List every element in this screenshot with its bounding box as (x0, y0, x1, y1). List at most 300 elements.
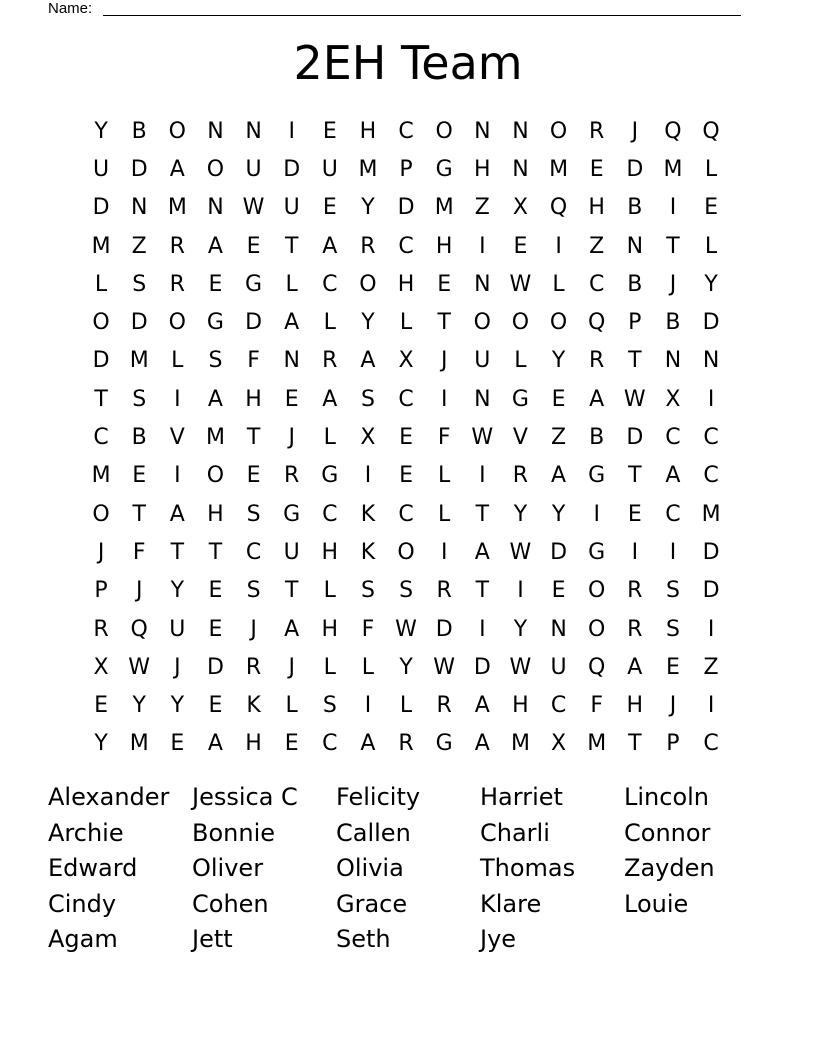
grid-letter: E (94, 693, 109, 719)
grid-letter: L (438, 501, 451, 527)
grid-letter: E (665, 654, 680, 680)
grid-letter: N (474, 271, 491, 297)
grid-letter: T (284, 233, 299, 259)
grid-letter: U (93, 156, 110, 182)
word-list-item: Thomas (480, 854, 576, 883)
grid-letter: I (440, 539, 448, 565)
grid-letter: D (702, 310, 720, 336)
grid-letter: N (512, 156, 529, 182)
grid-letter: A (474, 731, 490, 757)
grid-letter: B (627, 195, 643, 221)
grid-letter: R (169, 233, 185, 259)
grid-letter: I (669, 195, 677, 221)
grid-letter: R (589, 118, 605, 144)
word-list-item: Cohen (192, 889, 269, 918)
grid-letter: Y (361, 195, 375, 221)
grid-row (82, 495, 730, 533)
grid-letter: Z (474, 195, 490, 221)
grid-letter: C (322, 501, 338, 527)
grid-letter: P (94, 578, 108, 604)
grid-letter: M (434, 195, 454, 221)
grid-letter: C (322, 731, 338, 757)
grid-letter: S (132, 386, 147, 412)
grid-letter: Y (704, 271, 718, 297)
word-list-item: Klare (480, 889, 542, 918)
grid-letter: Y (361, 310, 375, 336)
grid-letter: I (440, 386, 448, 412)
grid-letter: M (129, 731, 149, 757)
grid-letter: A (322, 386, 338, 412)
grid-letter: R (512, 463, 529, 489)
word-list-item: Cindy (48, 889, 117, 918)
grid-letter: I (364, 693, 372, 719)
grid-letter: J (135, 578, 143, 604)
grid-letter: E (399, 463, 414, 489)
grid-letter: R (322, 348, 338, 374)
grid-letter: Y (399, 654, 413, 680)
grid-letter: G (435, 156, 453, 182)
grid-letter: N (474, 118, 491, 144)
grid-letter: C (398, 233, 414, 259)
grid-letter: M (129, 348, 149, 374)
grid-letter: B (131, 425, 147, 451)
grid-letter: S (246, 578, 261, 604)
grid-letter: S (399, 578, 414, 604)
grid-letter: L (171, 348, 184, 374)
grid-letter: U (245, 156, 262, 182)
grid-letter: H (626, 693, 644, 719)
grid-letter: Q (549, 195, 568, 221)
grid-letter: E (284, 731, 299, 757)
grid-letter: T (475, 501, 490, 527)
grid-letter: C (93, 425, 109, 451)
grid-letter: O (549, 118, 568, 144)
grid-letter: H (207, 501, 224, 527)
grid-letter: L (438, 463, 451, 489)
grid-letter: R (627, 616, 643, 642)
grid-letter: T (666, 233, 680, 259)
word-list-item: Seth (336, 925, 391, 954)
grid-row (82, 648, 730, 686)
grid-letter: K (360, 539, 376, 565)
grid-letter: V (169, 425, 185, 451)
grid-letter: H (245, 386, 262, 412)
grid-letter: M (510, 731, 530, 757)
word-list-item: Olivia (336, 854, 404, 883)
grid-letter: W (128, 654, 151, 680)
grid-letter: A (360, 348, 376, 374)
grid-letter: F (590, 693, 604, 719)
word-list-item: Archie (48, 818, 124, 847)
grid-letter: H (321, 616, 339, 642)
grid-letter: T (208, 539, 223, 565)
grid-letter: D (702, 539, 720, 565)
grid-letter: G (321, 463, 339, 489)
grid-letter: P (666, 731, 680, 757)
word-list-item: Harriet (480, 783, 563, 811)
grid-letter: A (207, 386, 223, 412)
grid-letter: S (208, 348, 223, 374)
grid-letter: G (511, 386, 529, 412)
grid-letter: O (588, 616, 606, 642)
grid-row (82, 686, 730, 724)
grid-letter: U (283, 195, 300, 221)
grid-letter: I (707, 693, 715, 719)
grid-letter: M (167, 195, 187, 221)
grid-letter: N (207, 118, 224, 144)
grid-letter: Q (588, 310, 606, 336)
grid-letter: A (169, 501, 185, 527)
grid-letter: T (628, 731, 642, 757)
grid-letter: D (92, 195, 110, 221)
word-list-item: Edward (48, 854, 138, 883)
grid-row (82, 533, 730, 571)
grid-letter: X (93, 654, 109, 680)
grid-letter: N (474, 386, 491, 412)
grid-letter: M (91, 233, 111, 259)
grid-letter: I (174, 463, 181, 489)
grid-letter: G (588, 463, 606, 489)
grid-letter: T (284, 578, 299, 604)
grid-letter: N (626, 233, 644, 259)
grid-letter: H (474, 156, 491, 182)
grid-letter: G (435, 731, 453, 757)
grid-letter: E (322, 195, 337, 221)
grid-letter: O (588, 578, 606, 604)
grid-letter: C (550, 693, 567, 719)
grid-letter: Y (551, 348, 566, 374)
grid-letter: W (623, 386, 646, 412)
grid-letter: M (587, 731, 607, 757)
word-list-item: Agam (48, 925, 118, 954)
grid-letter: S (665, 616, 680, 642)
grid-letter: I (707, 616, 715, 642)
grid-letter: U (550, 654, 567, 680)
grid-letter: E (208, 271, 223, 297)
grid-letter: E (208, 693, 223, 719)
grid-letter: X (398, 348, 414, 374)
grid-row (82, 227, 730, 265)
grid-letter: C (703, 425, 719, 451)
grid-letter: E (208, 578, 223, 604)
grid-letter: R (93, 616, 109, 642)
grid-letter: J (97, 539, 105, 565)
grid-letter: E (437, 271, 452, 297)
name-line (103, 15, 741, 16)
grid-letter: E (551, 578, 566, 604)
grid-letter: E (627, 501, 642, 527)
grid-letter: E (704, 195, 719, 221)
grid-letter: T (94, 386, 108, 412)
grid-letter: Z (131, 233, 147, 259)
grid-letter: T (170, 539, 185, 565)
grid-letter: T (437, 310, 451, 336)
grid-letter: S (246, 501, 261, 527)
grid-letter: C (322, 271, 338, 297)
grid-letter: I (288, 118, 295, 144)
grid-letter: R (436, 693, 452, 719)
grid-letter: L (514, 348, 527, 374)
grid-letter: W (433, 654, 456, 680)
grid-letter: A (360, 731, 376, 757)
grid-letter: L (323, 578, 336, 604)
grid-letter: Z (589, 233, 605, 259)
grid-row (82, 189, 730, 227)
grid-letter: U (169, 616, 186, 642)
grid-letter: N (512, 118, 529, 144)
grid-letter: M (358, 156, 378, 182)
grid-letter: A (284, 310, 300, 336)
grid-letter: I (517, 578, 524, 604)
grid-letter: C (398, 386, 414, 412)
grid-letter: P (628, 310, 642, 336)
grid-letter: G (283, 501, 301, 527)
grid-letter: U (321, 156, 338, 182)
grid-letter: T (246, 425, 261, 451)
grid-letter: I (479, 616, 486, 642)
word-list-item: Grace (336, 889, 408, 918)
grid-letter: Y (513, 616, 528, 642)
grid-letter: X (360, 425, 376, 451)
grid-letter: F (361, 616, 375, 642)
word-list-item: Callen (336, 818, 411, 847)
grid-letter: D (473, 654, 491, 680)
grid-letter: J (174, 654, 181, 680)
word-list-item: Lincoln (624, 783, 710, 811)
grid-letter: Y (132, 693, 146, 719)
grid-letter: D (206, 654, 224, 680)
grid-letter: S (360, 578, 375, 604)
grid-letter: A (474, 693, 490, 719)
grid-letter: T (475, 578, 490, 604)
grid-letter: D (702, 578, 720, 604)
grid-letter: A (627, 654, 643, 680)
grid-letter: E (246, 463, 261, 489)
grid-letter: O (549, 310, 568, 336)
grid-letter: J (288, 654, 295, 680)
grid-letter: E (513, 233, 528, 259)
grid-letter: I (174, 386, 181, 412)
grid-letter: V (512, 425, 528, 451)
grid-letter: O (92, 501, 110, 527)
grid-row (82, 725, 730, 763)
grid-letter: B (131, 118, 147, 144)
word-list-item: Felicity (336, 783, 421, 811)
grid-letter: Z (551, 425, 567, 451)
grid-letter: K (360, 501, 376, 527)
word-list-item: Zayden (624, 854, 715, 883)
grid-letter: G (588, 539, 606, 565)
grid-letter: F (247, 348, 260, 374)
grid-letter: H (435, 233, 453, 259)
grid-letter: E (208, 616, 223, 642)
word-list (48, 780, 768, 958)
grid-letter: Q (588, 654, 606, 680)
grid-letter: H (588, 195, 605, 221)
grid-letter: W (395, 616, 417, 642)
name-label: Name: (48, 0, 93, 17)
grid-row (82, 572, 730, 610)
grid-letter: I (631, 539, 639, 565)
grid-letter: G (206, 310, 224, 336)
grid-letter: L (94, 271, 108, 297)
grid-row (82, 457, 730, 495)
grid-row (82, 342, 730, 380)
grid-row (82, 265, 730, 303)
grid-letter: D (435, 616, 453, 642)
grid-letter: L (704, 156, 718, 182)
grid-row (82, 303, 730, 341)
grid-letter: D (626, 156, 644, 182)
grid-letter: D (92, 348, 110, 374)
grid-letter: I (479, 233, 486, 259)
grid-letter: L (399, 310, 413, 336)
grid-letter: N (130, 195, 148, 221)
grid-letter: U (474, 348, 491, 374)
grid-letter: A (169, 156, 185, 182)
grid-letter: Y (170, 578, 185, 604)
grid-letter: E (170, 731, 185, 757)
grid-letter: L (704, 233, 718, 259)
grid-letter: R (398, 731, 414, 757)
grid-letter: C (398, 118, 414, 144)
grid-letter: L (285, 693, 298, 719)
grid-letter: B (589, 425, 605, 451)
grid-letter: N (550, 616, 567, 642)
word-list-item: Jessica C (192, 783, 298, 811)
grid-letter: A (322, 233, 338, 259)
grid-letter: W (509, 539, 532, 565)
grid-letter: T (628, 348, 642, 374)
grid-letter: A (284, 616, 300, 642)
word-list-item: Oliver (192, 854, 264, 883)
grid-letter: A (474, 539, 490, 565)
grid-letter: O (168, 118, 186, 144)
grid-letter: D (130, 310, 148, 336)
grid-letter: L (399, 693, 413, 719)
grid-letter: R (284, 463, 300, 489)
grid-letter: C (665, 425, 681, 451)
grid-letter: M (549, 156, 569, 182)
grid-letter: T (628, 463, 642, 489)
grid-letter: X (512, 195, 528, 221)
word-list-item: Charli (480, 818, 550, 847)
grid-letter: D (626, 425, 644, 451)
grid-letter: W (242, 195, 265, 221)
grid-letter: E (246, 233, 261, 259)
grid-letter: D (397, 195, 415, 221)
grid-letter: O (473, 310, 491, 336)
puzzle-title: 2EH Team (293, 36, 523, 90)
grid-row (82, 112, 730, 150)
name-field (48, 0, 748, 18)
grid-letter: L (285, 271, 298, 297)
grid-letter: H (359, 118, 377, 144)
grid-letter: A (551, 463, 567, 489)
grid-letter: A (207, 731, 223, 757)
grid-letter: R (627, 578, 643, 604)
grid-letter: A (665, 463, 681, 489)
grid-letter: L (323, 425, 336, 451)
grid-letter: N (283, 348, 300, 374)
grid-letter: Q (664, 118, 682, 144)
grid-letter: N (207, 195, 224, 221)
grid-letter: E (589, 156, 604, 182)
grid-letter: O (206, 156, 225, 182)
grid-letter: J (440, 348, 448, 374)
grid-letter: M (91, 463, 111, 489)
grid-letter: C (703, 731, 719, 757)
grid-letter: L (361, 654, 375, 680)
grid-letter: M (701, 501, 721, 527)
grid-letter: O (92, 310, 110, 336)
word-list-item: Connor (624, 818, 711, 847)
grid-letter: Y (94, 731, 108, 757)
grid-letter: C (665, 501, 681, 527)
word-list-item: Jett (192, 925, 233, 954)
grid-letter: O (359, 271, 377, 297)
grid-letter: S (665, 578, 680, 604)
grid-letter: H (512, 693, 529, 719)
grid-letter: I (707, 386, 715, 412)
grid-letter: E (399, 425, 414, 451)
grid-letter: Y (170, 693, 185, 719)
grid-letter: D (130, 156, 148, 182)
grid-letter: I (364, 463, 372, 489)
grid-letter: C (703, 463, 719, 489)
grid-letter: F (437, 425, 451, 451)
grid-row (82, 418, 730, 456)
grid-letter: Q (702, 118, 720, 144)
grid-letter: N (702, 348, 720, 374)
grid-letter: Z (703, 654, 719, 680)
grid-letter: S (132, 271, 147, 297)
grid-letter: U (283, 539, 300, 565)
grid-row (82, 150, 730, 188)
grid-letter: R (589, 348, 605, 374)
grid-row (82, 610, 730, 648)
grid-letter: L (552, 271, 565, 297)
grid-letter: W (509, 654, 532, 680)
word-list-item: Jye (480, 925, 517, 954)
grid-letter: N (245, 118, 262, 144)
grid-letter: S (322, 693, 337, 719)
grid-letter: J (631, 118, 639, 144)
grid-letter: F (132, 539, 146, 565)
grid-letter: O (511, 310, 530, 336)
grid-letter: M (663, 156, 683, 182)
grid-letter: E (322, 118, 337, 144)
grid-letter: C (245, 539, 262, 565)
grid-letter: A (207, 233, 223, 259)
grid-letter: I (555, 233, 562, 259)
grid-letter: X (665, 386, 681, 412)
grid-letter: N (664, 348, 682, 374)
grid-letter: H (321, 539, 339, 565)
grid-letter: L (323, 310, 336, 336)
grid-letter: X (551, 731, 567, 757)
grid-letter: A (589, 386, 605, 412)
grid-letter: O (435, 118, 453, 144)
grid-letter: W (471, 425, 494, 451)
grid-letter: O (206, 463, 225, 489)
grid-letter: R (169, 271, 185, 297)
grid-letter: G (245, 271, 263, 297)
grid-letter: Y (94, 118, 108, 144)
word-list-item: Alexander (48, 783, 170, 811)
word-list-item: Louie (624, 889, 689, 918)
grid-letter: D (245, 310, 263, 336)
